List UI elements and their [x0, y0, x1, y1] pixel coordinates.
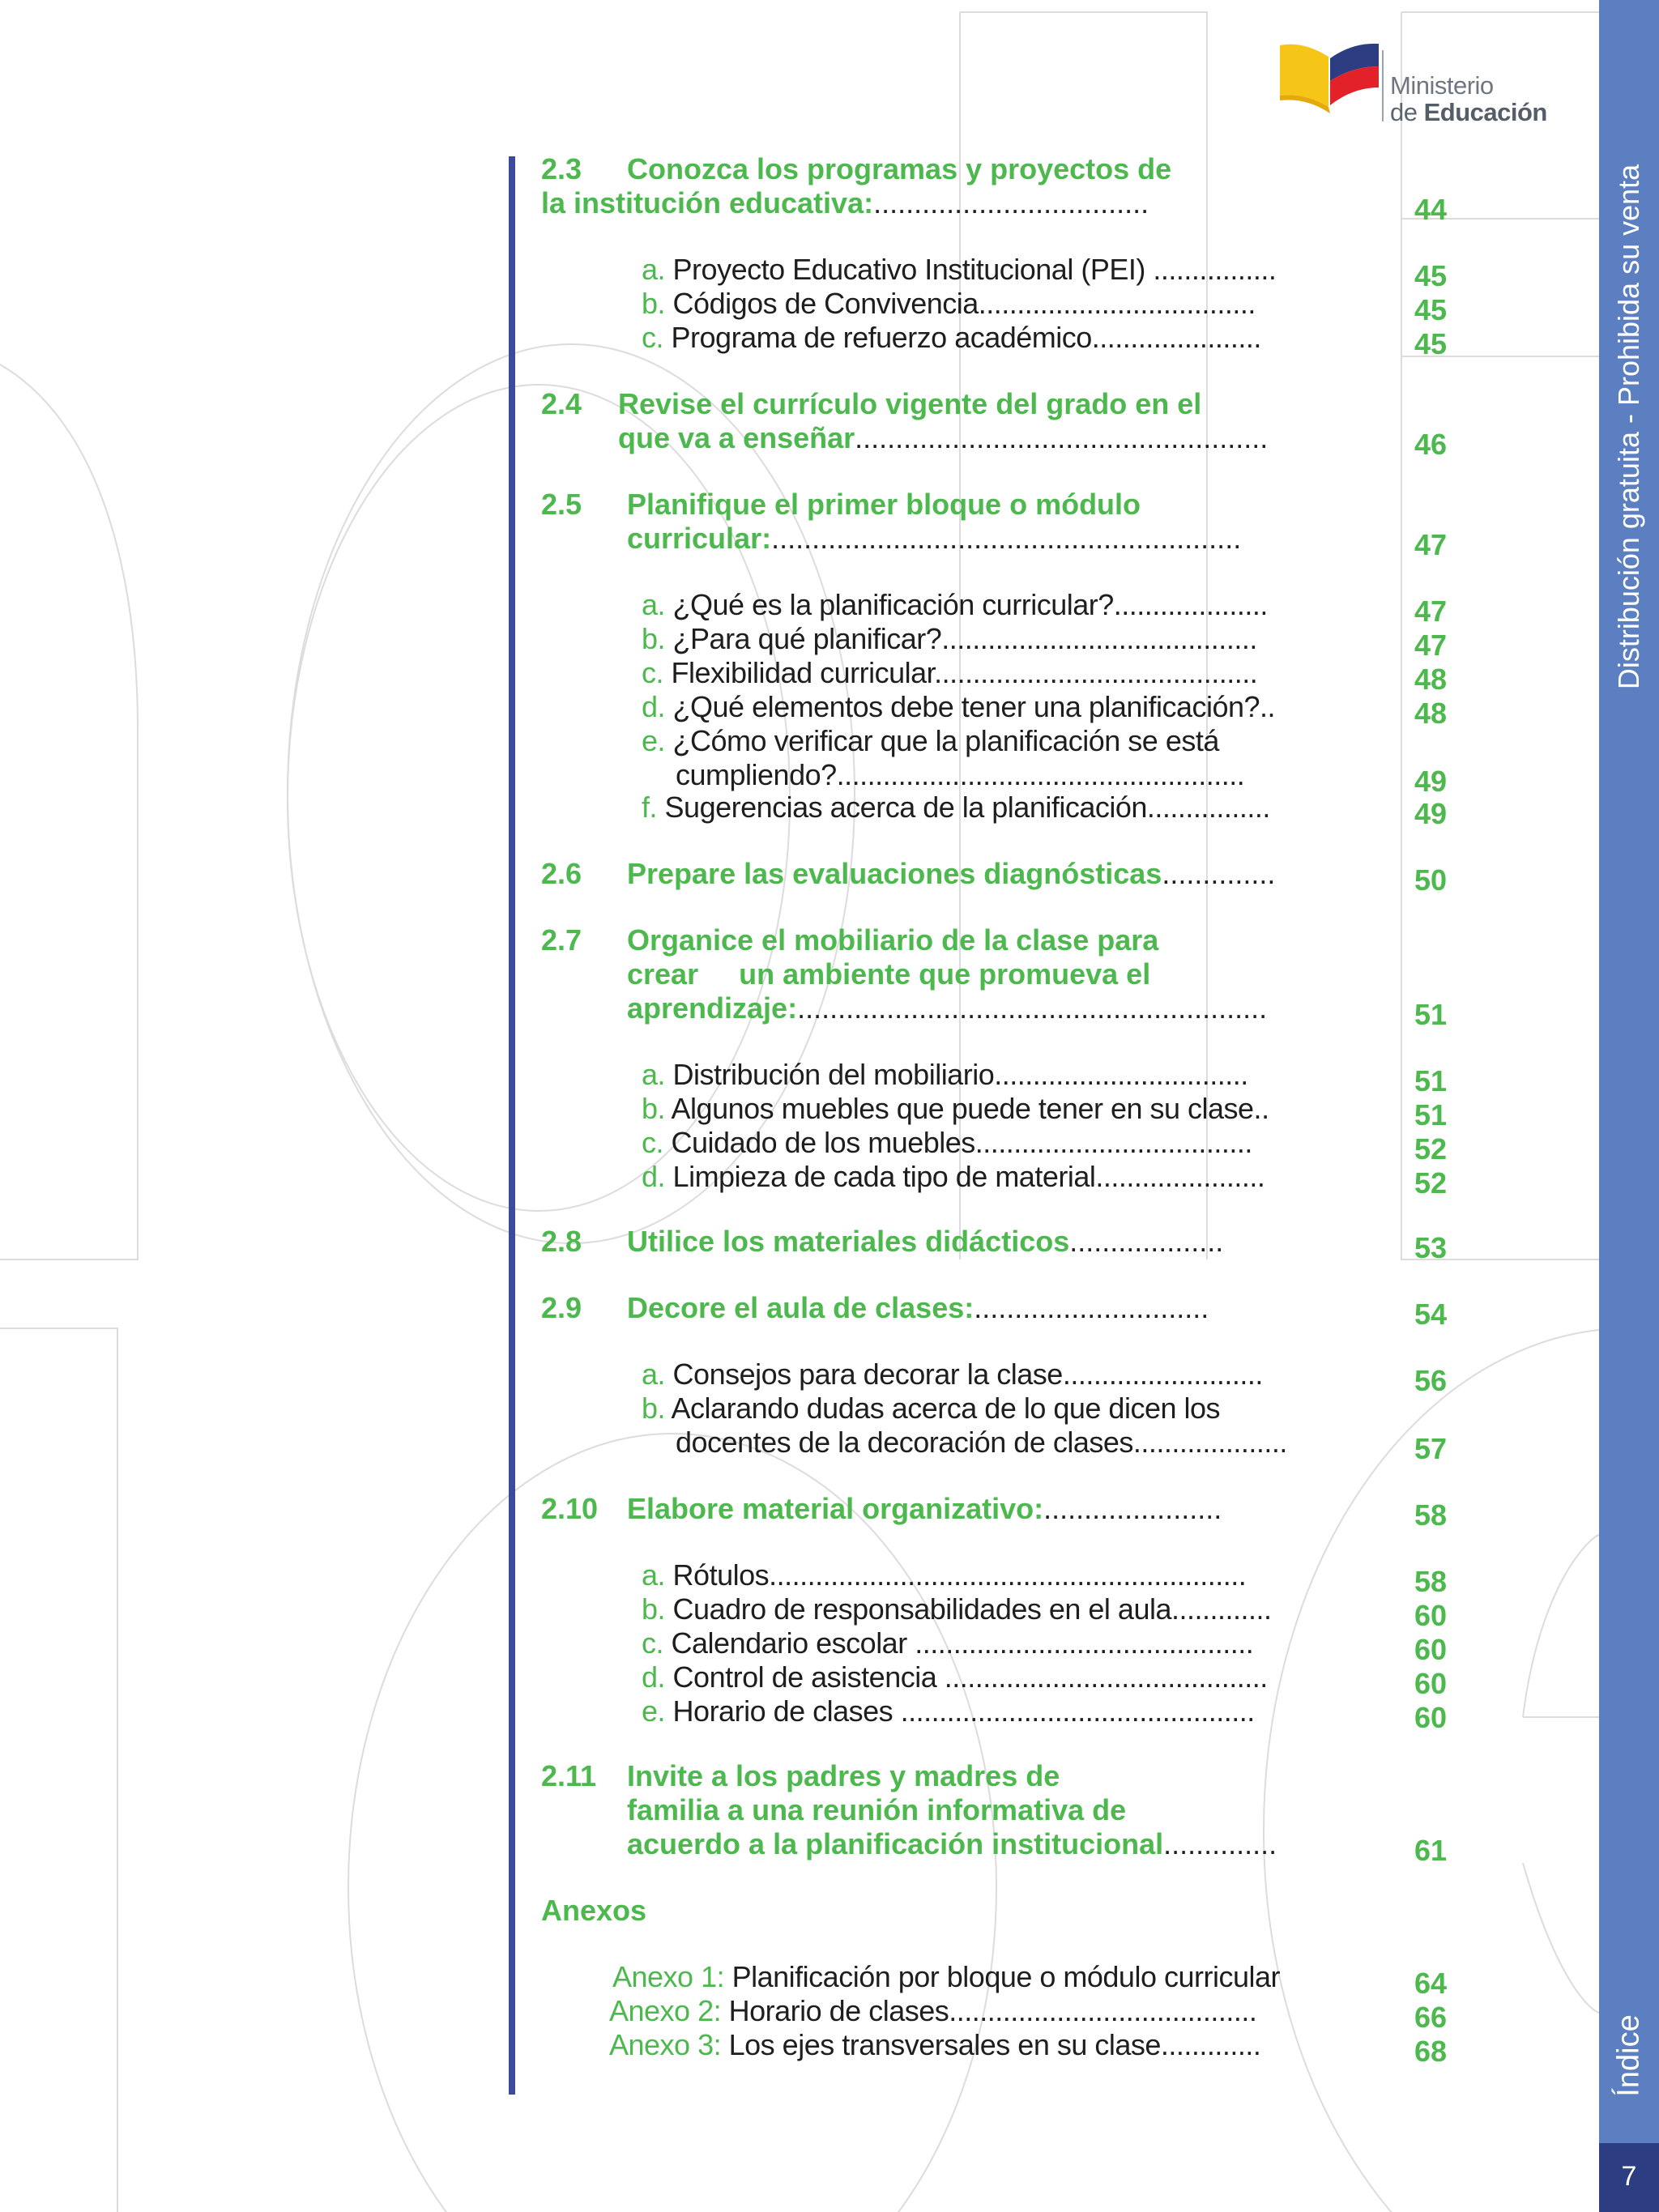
- annex-label: Anexo 2:: [609, 1994, 722, 2027]
- toc-heading-2-5-cont[interactable]: [627, 522, 1241, 556]
- page-ref: 52: [1414, 1166, 1447, 1200]
- page-ref: 44: [1414, 193, 1447, 226]
- section-title-cont: familia a una reunión informativa de: [627, 1793, 1127, 1826]
- item-text: Horario de clases ..............................................: [672, 1694, 1255, 1728]
- leader-dots: ..........................................................: [797, 991, 1268, 1025]
- section-title: Utilice los materiales didácticos: [627, 1225, 1070, 1258]
- toc-heading-2-11-cont[interactable]: [627, 1793, 1126, 1827]
- page-ref: 60: [1414, 1633, 1447, 1666]
- toc-item-2-9-a[interactable]: [642, 1357, 1263, 1392]
- page-ref: 45: [1414, 327, 1447, 360]
- item-letter: a.: [642, 1058, 666, 1091]
- section-title: Elabore material organizativo:: [627, 1492, 1044, 1525]
- toc-item-2-3-a[interactable]: [642, 253, 1276, 287]
- page-ref: 47: [1414, 629, 1447, 662]
- logo-text-line2: [1390, 98, 1547, 127]
- page-ref: 51: [1414, 1064, 1447, 1097]
- item-letter: c.: [642, 321, 664, 354]
- page-ref: 58: [1414, 1565, 1447, 1598]
- page-ref: 50: [1414, 863, 1447, 897]
- leader-dots: ..............: [1163, 1827, 1277, 1860]
- item-letter: d.: [642, 690, 666, 723]
- item-letter: c.: [642, 656, 664, 689]
- section-title: Conozca los programas y proyectos de: [627, 152, 1172, 185]
- index-label: Índice: [1611, 2014, 1646, 2097]
- section-number: 2.3: [541, 152, 582, 185]
- item-letter: b.: [642, 1392, 666, 1425]
- toc-item-2-9-b[interactable]: [642, 1392, 1220, 1426]
- page-ref: 60: [1414, 1599, 1447, 1632]
- page-ref: 49: [1414, 797, 1447, 830]
- item-letter: b.: [642, 622, 666, 655]
- page-ref: 57: [1414, 1432, 1447, 1465]
- page-number-box: [1599, 2143, 1659, 2212]
- leader-dots: ...................: [1069, 1225, 1224, 1258]
- toc-item-2-5-f[interactable]: [642, 791, 1270, 825]
- page-ref: 47: [1414, 528, 1447, 561]
- toc-heading-2-8[interactable]: [541, 1225, 1223, 1259]
- page-ref: 64: [1414, 1967, 1447, 2000]
- toc-item-2-5-a[interactable]: [642, 588, 1268, 622]
- section-title: Decore el aula de clases:: [627, 1291, 975, 1324]
- page-ref: 60: [1414, 1667, 1447, 1700]
- leader-dots: ......................: [1043, 1492, 1222, 1525]
- item-letter: e.: [642, 1694, 666, 1728]
- item-text-cont: docentes de la decoración de clases....................: [676, 1426, 1287, 1459]
- section-title-cont: que va a enseñar: [618, 421, 855, 454]
- page-ref: 48: [1414, 697, 1447, 730]
- toc-heading-2-9[interactable]: [541, 1291, 1209, 1325]
- item-text: Aclarando dudas acerca de lo que dicen los: [671, 1392, 1221, 1425]
- item-letter: a.: [642, 1558, 666, 1592]
- section-number: 2.4: [541, 387, 582, 420]
- toc-item-2-10-e[interactable]: [642, 1694, 1255, 1728]
- item-text: ¿Qué es la planificación curricular?....................: [672, 588, 1268, 621]
- item-letter: c.: [642, 1126, 664, 1159]
- page-number: 7: [1621, 2161, 1637, 2192]
- page-ref: 52: [1414, 1132, 1447, 1166]
- page-ref: 51: [1414, 998, 1447, 1031]
- toc-item-2-9-b-cont[interactable]: [676, 1426, 1287, 1460]
- item-text: Distribución del mobiliario.................................: [672, 1058, 1248, 1091]
- item-letter: b.: [642, 1592, 666, 1626]
- toc-vertical-rule: [509, 156, 515, 2095]
- page-ref: 53: [1414, 1231, 1447, 1264]
- item-letter: d.: [642, 1660, 666, 1694]
- item-text: ¿Para qué planificar?.........................................: [672, 622, 1257, 655]
- item-letter: c.: [642, 1626, 664, 1660]
- toc-item-2-10-d[interactable]: [642, 1660, 1268, 1694]
- toc-heading-2-3[interactable]: [541, 152, 1171, 186]
- section-title-cont: la institución educativa:: [541, 186, 874, 219]
- toc-heading-2-10[interactable]: [541, 1492, 1222, 1526]
- item-letter: a.: [642, 1357, 666, 1391]
- toc-heading-2-11-cont2[interactable]: [627, 1827, 1277, 1861]
- page-ref: 48: [1414, 663, 1447, 696]
- page-ref: 49: [1414, 765, 1447, 798]
- section-title: Planifique el primer bloque o módulo: [627, 488, 1141, 521]
- leader-dots: .............................: [974, 1291, 1209, 1324]
- section-number: 2.5: [541, 488, 582, 521]
- section-title: Invite a los padres y madres de: [627, 1759, 1060, 1792]
- toc-annex-1[interactable]: [612, 1960, 1280, 1994]
- toc-heading-2-11[interactable]: [541, 1759, 1060, 1793]
- page-ref: 66: [1414, 2001, 1447, 2034]
- page-ref: 68: [1414, 2035, 1447, 2068]
- section-title: Prepare las evaluaciones diagnósticas: [627, 857, 1162, 890]
- toc-heading-2-7-cont2[interactable]: [627, 991, 1267, 1025]
- toc-heading-2-7[interactable]: [541, 923, 1158, 957]
- toc-heading-2-4-cont[interactable]: [618, 421, 1268, 455]
- toc-item-2-7-a[interactable]: [642, 1058, 1248, 1092]
- item-text: ¿Cómo verificar que la planificación se está: [672, 724, 1219, 757]
- leader-dots: ..............: [1162, 857, 1276, 890]
- item-text: Consejos para decorar la clase..........................: [672, 1357, 1263, 1391]
- toc-item-2-5-e[interactable]: [642, 724, 1219, 758]
- annex-label: Anexo 3:: [609, 2028, 722, 2061]
- toc-heading-anexos[interactable]: Anexos: [541, 1894, 647, 1927]
- item-letter: d.: [642, 1160, 666, 1193]
- toc-item-2-5-b[interactable]: [642, 622, 1257, 656]
- toc-item-2-3-b[interactable]: [642, 287, 1256, 321]
- logo-text-line1: Ministerio: [1390, 71, 1494, 100]
- toc-heading-2-7-cont[interactable]: [627, 957, 1150, 991]
- logo-text-prefix: de: [1390, 98, 1424, 126]
- section-number: 2.8: [541, 1225, 582, 1258]
- toc-item-2-5-c[interactable]: [642, 656, 1257, 690]
- section-number: 2.9: [541, 1291, 582, 1324]
- distribution-notice: Distribución gratuita - Prohibida su venta: [1612, 164, 1645, 690]
- leader-dots: ..................................: [873, 186, 1149, 219]
- page-ref: 58: [1414, 1498, 1447, 1532]
- toc-item-2-3-c[interactable]: [642, 321, 1261, 355]
- toc-item-2-7-d[interactable]: [642, 1160, 1265, 1194]
- toc-item-2-5-d[interactable]: [642, 690, 1275, 724]
- logo-text-bold: Educación: [1423, 98, 1547, 126]
- item-letter: b.: [642, 1092, 666, 1125]
- toc-heading-2-6[interactable]: [541, 857, 1275, 891]
- item-text: Algunos muebles que puede tener en su clase..: [671, 1092, 1269, 1125]
- section-title-cont: acuerdo a la planificación institucional: [627, 1827, 1164, 1860]
- item-text: Cuadro de responsabilidades en el aula.............: [672, 1592, 1272, 1626]
- section-title-cont: crear un ambiente que promueva el: [627, 957, 1151, 991]
- section-number: 2.11: [541, 1759, 597, 1792]
- item-text: Cuidado de los muebles....................................: [671, 1126, 1252, 1159]
- section-title-cont: curricular:: [627, 522, 772, 555]
- toc-item-2-10-a[interactable]: [642, 1558, 1246, 1592]
- section-title-cont: aprendizaje:: [627, 991, 798, 1025]
- page-ref: 45: [1414, 259, 1447, 292]
- toc-item-2-10-c[interactable]: [642, 1626, 1253, 1660]
- toc-item-2-10-b[interactable]: [642, 1592, 1272, 1626]
- page-ref: 51: [1414, 1098, 1447, 1132]
- item-letter: a.: [642, 588, 666, 621]
- page-ref: 54: [1414, 1298, 1447, 1331]
- section-number: 2.10: [541, 1492, 599, 1525]
- page-ref: 56: [1414, 1364, 1447, 1397]
- item-text: Proyecto Educativo Institucional (PEI) ................: [672, 253, 1277, 286]
- item-text: Rótulos..............................................................: [672, 1558, 1247, 1592]
- page-ref: 46: [1414, 428, 1447, 461]
- annex-text: Los ejes transversales en su clase.............: [728, 2028, 1261, 2061]
- toc-item-2-5-e-cont[interactable]: [676, 758, 1244, 792]
- item-text: Sugerencias acerca de la planificación................: [664, 791, 1270, 824]
- section-title: Organice el mobiliario de la clase para: [627, 923, 1159, 957]
- item-letter: f.: [642, 791, 658, 824]
- toc-annex-3[interactable]: [609, 2028, 1260, 2062]
- section-title: Revise el currículo vigente del grado en el: [618, 387, 1202, 420]
- item-text: ¿Qué elementos debe tener una planificación?..: [672, 690, 1276, 723]
- toc-item-2-7-c[interactable]: [642, 1126, 1252, 1160]
- item-letter: b.: [642, 287, 666, 320]
- item-text: Control de asistencia ..........................................: [672, 1660, 1268, 1694]
- item-text-cont: cumpliendo?.....................................................: [676, 758, 1245, 791]
- leader-dots: ...................................................: [855, 421, 1269, 454]
- section-number: 2.6: [541, 857, 582, 890]
- page-ref: 61: [1414, 1834, 1447, 1867]
- page-ref: 45: [1414, 293, 1447, 326]
- toc-heading-2-5[interactable]: [541, 488, 1141, 522]
- toc-annex-2[interactable]: [609, 1994, 1256, 2028]
- annex-label: Anexo 1:: [612, 1960, 725, 1993]
- toc-item-2-7-b[interactable]: [642, 1092, 1269, 1126]
- toc-heading-2-3-cont[interactable]: [541, 186, 1149, 220]
- page-ref: 60: [1414, 1701, 1447, 1734]
- item-text: Códigos de Convivencia....................................: [672, 287, 1256, 320]
- section-number: 2.7: [541, 923, 582, 957]
- page-ref: 47: [1414, 595, 1447, 628]
- item-letter: e.: [642, 724, 666, 757]
- ministry-logo-icon: [1278, 42, 1382, 123]
- annex-text: Planificación por bloque o módulo curricular: [731, 1960, 1281, 1993]
- item-text: Limpieza de cada tipo de material......................: [672, 1160, 1265, 1193]
- item-letter: a.: [642, 253, 666, 286]
- item-text: Calendario escolar ............................................: [671, 1626, 1254, 1660]
- logo-divider: [1382, 50, 1384, 121]
- annex-text: Horario de clases........................................: [728, 1994, 1257, 2027]
- leader-dots: ..........................................................: [771, 522, 1242, 555]
- item-text: Programa de refuerzo académico......................: [671, 321, 1261, 354]
- item-text: Flexibilidad curricular..........................................: [671, 656, 1258, 689]
- toc-heading-2-4[interactable]: [541, 387, 1201, 421]
